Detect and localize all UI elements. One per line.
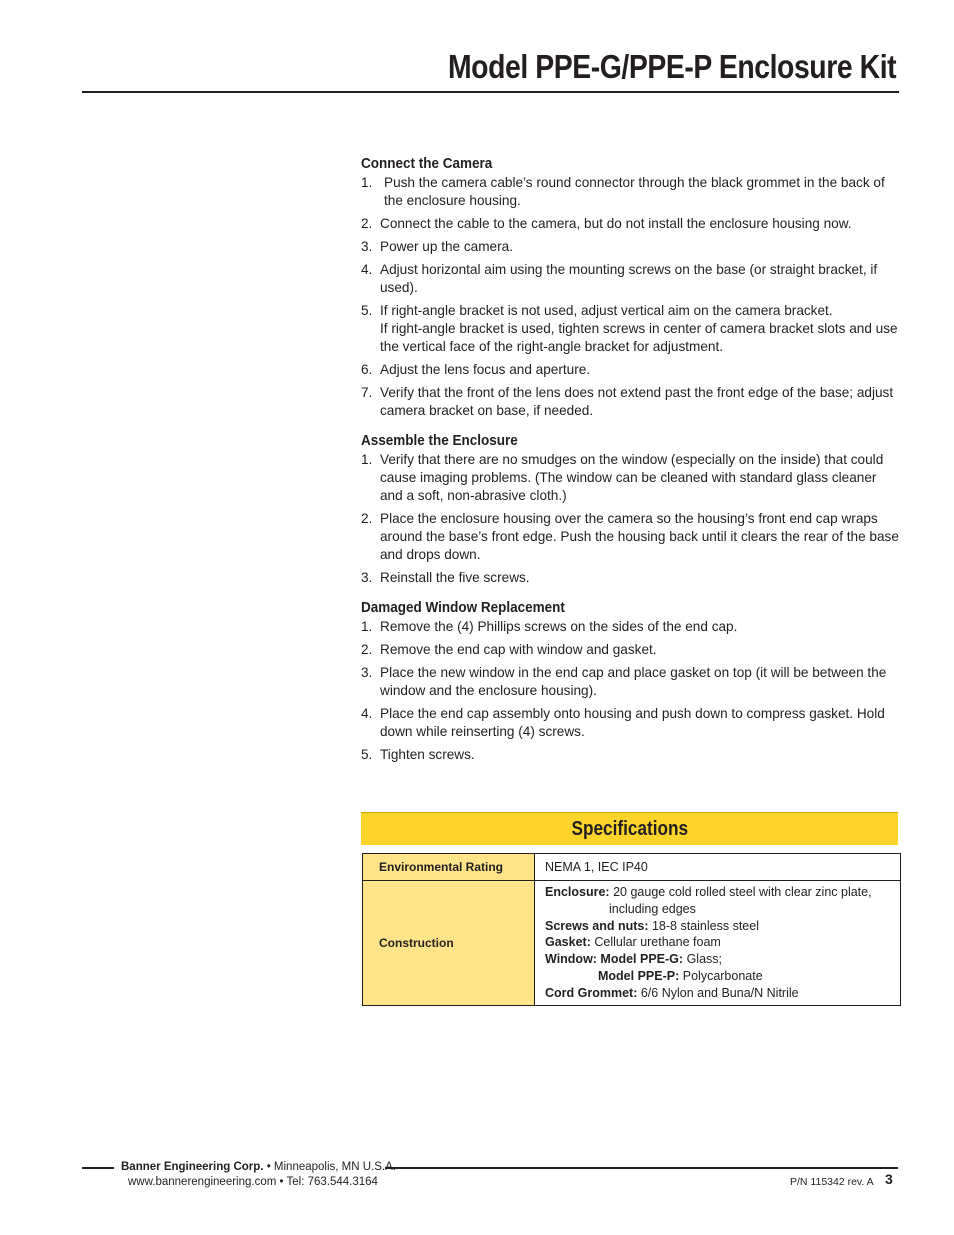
specifications-table (362, 853, 901, 1006)
step-line: Connect the cable to the camera, but do not install the enclosure housing now. (380, 216, 852, 231)
spec-grommet: Cord Grommet: 6/6 Nylon and Buna/N Nitrile (545, 985, 799, 1000)
spec-value-environmental: NEMA 1, IEC IP40 (535, 854, 901, 881)
step-number: 2. (361, 642, 373, 657)
step-item (361, 569, 901, 587)
step-item (361, 705, 901, 741)
step-number: 2. (361, 216, 373, 231)
step-list (361, 618, 901, 764)
spec-label-environmental: Environmental Rating (363, 854, 535, 881)
step-text (380, 569, 901, 587)
spec-enclosure-cont: including edges (609, 901, 696, 916)
step-item (361, 641, 901, 659)
step-item (361, 302, 901, 356)
spec-screws: Screws and nuts: 18-8 stainless steel (545, 918, 759, 933)
step-text (380, 361, 901, 379)
instructions (361, 155, 901, 776)
step-text (380, 451, 901, 505)
step-line: Reinstall the five screws. (380, 570, 530, 585)
step-item (361, 510, 901, 564)
step-item (361, 451, 901, 505)
spec-value-construction (535, 881, 901, 1006)
spec-gasket: Gasket: Cellular urethane foam (545, 935, 721, 950)
step-text (380, 215, 901, 233)
page-number: 3 (885, 1171, 893, 1187)
footer-rule-right (385, 1167, 898, 1169)
step-number: 5. (361, 747, 373, 762)
step-text (380, 664, 901, 700)
spec-label-construction: Construction (363, 881, 535, 1006)
step-text (384, 174, 901, 210)
specifications-title: Specifications (571, 818, 688, 840)
step-number: 1. (361, 175, 373, 190)
step-text (380, 261, 901, 297)
step-list (361, 451, 901, 587)
step-number: 1. (361, 452, 373, 467)
footer-contact: www.bannerengineering.com • Tel: 763.544.3164 (128, 1176, 378, 1188)
spec-window-g: Window: Model PPE-G: Glass; (545, 952, 722, 967)
section-heading: Damaged Window Replacement (361, 599, 565, 616)
step-number: 1. (361, 619, 373, 634)
step-line: Verify that there are no smudges on the window (especially on the inside) that could cause imaging problems. (The window can be cleaned with standard glass cleaner and a soft, non-abrasive cloth.) (380, 452, 884, 503)
step-text (380, 302, 901, 356)
step-number: 2. (361, 511, 373, 526)
spec-row-environmental (363, 854, 901, 881)
step-number: 3. (361, 665, 373, 680)
step-text (380, 746, 901, 764)
step-line: If right-angle bracket is not used, adjust vertical aim on the camera bracket. (380, 303, 833, 318)
step-number: 3. (361, 570, 373, 585)
step-line: Remove the end cap with window and gasket. (380, 642, 657, 657)
step-item (361, 618, 901, 636)
step-item (361, 261, 901, 297)
section-heading: Connect the Camera (361, 155, 493, 172)
step-text (380, 641, 901, 659)
step-line: Remove the (4) Phillips screws on the sides of the end cap. (380, 619, 738, 634)
step-item (361, 215, 901, 233)
step-line: If right-angle bracket is used, tighten screws in center of camera bracket slots and use the vertical face of the right-angle bracket for adjustment. (380, 321, 898, 354)
footer-company: Banner Engineering Corp. • Minneapolis, MN U.S.A. (121, 1161, 396, 1173)
step-line: Power up the camera. (380, 239, 513, 254)
step-item (361, 664, 901, 700)
step-text (380, 238, 901, 256)
step-line: Place the enclosure housing over the camera so the housing’s front end cap wraps around the base’s front edge. Push the housing back until it clears the rear of the base and drops down. (380, 511, 899, 562)
step-line: Verify that the front of the lens does not extend past the front edge of the base; adjust camera bracket on base, if needed. (380, 385, 894, 418)
step-item (361, 238, 901, 256)
step-item (361, 361, 901, 379)
step-line: Tighten screws. (380, 747, 475, 762)
title-divider (82, 91, 899, 93)
step-number: 4. (361, 706, 373, 721)
step-item (361, 384, 901, 420)
step-line: Adjust the lens focus and aperture. (380, 362, 591, 377)
spec-window-p: Model PPE-P: Polycarbonate (598, 968, 763, 983)
step-item (361, 174, 901, 210)
step-line: Place the new window in the end cap and place gasket on top (it will be between the window and the enclosure housing). (380, 665, 887, 698)
step-line: Place the end cap assembly onto housing and push down to compress gasket. Hold down while reinserting (4) screws. (380, 706, 885, 739)
step-number: 3. (361, 239, 373, 254)
specifications-heading (361, 812, 898, 845)
footer-part-number: P/N 115342 rev. A (790, 1176, 874, 1188)
step-text (380, 384, 901, 420)
step-number: 6. (361, 362, 373, 377)
step-number: 4. (361, 262, 373, 277)
page-title: Model PPE-G/PPE-P Enclosure Kit (447, 48, 896, 85)
footer-rule-left (82, 1167, 114, 1169)
section-heading: Assemble the Enclosure (361, 432, 518, 449)
step-list (361, 174, 901, 420)
step-text (380, 510, 901, 564)
step-line: Adjust horizontal aim using the mounting screws on the base (or straight bracket, if used). (380, 262, 878, 295)
step-number: 5. (361, 303, 373, 318)
step-number: 7. (361, 385, 373, 400)
step-text (380, 705, 901, 741)
step-text (380, 618, 901, 636)
step-line: Push the camera cable’s round connector through the black grommet in the back of the enclosure housing. (384, 175, 885, 208)
spec-row-construction (363, 881, 901, 1006)
step-item (361, 746, 901, 764)
spec-enclosure: Enclosure: 20 gauge cold rolled steel with clear zinc plate, (545, 885, 872, 899)
